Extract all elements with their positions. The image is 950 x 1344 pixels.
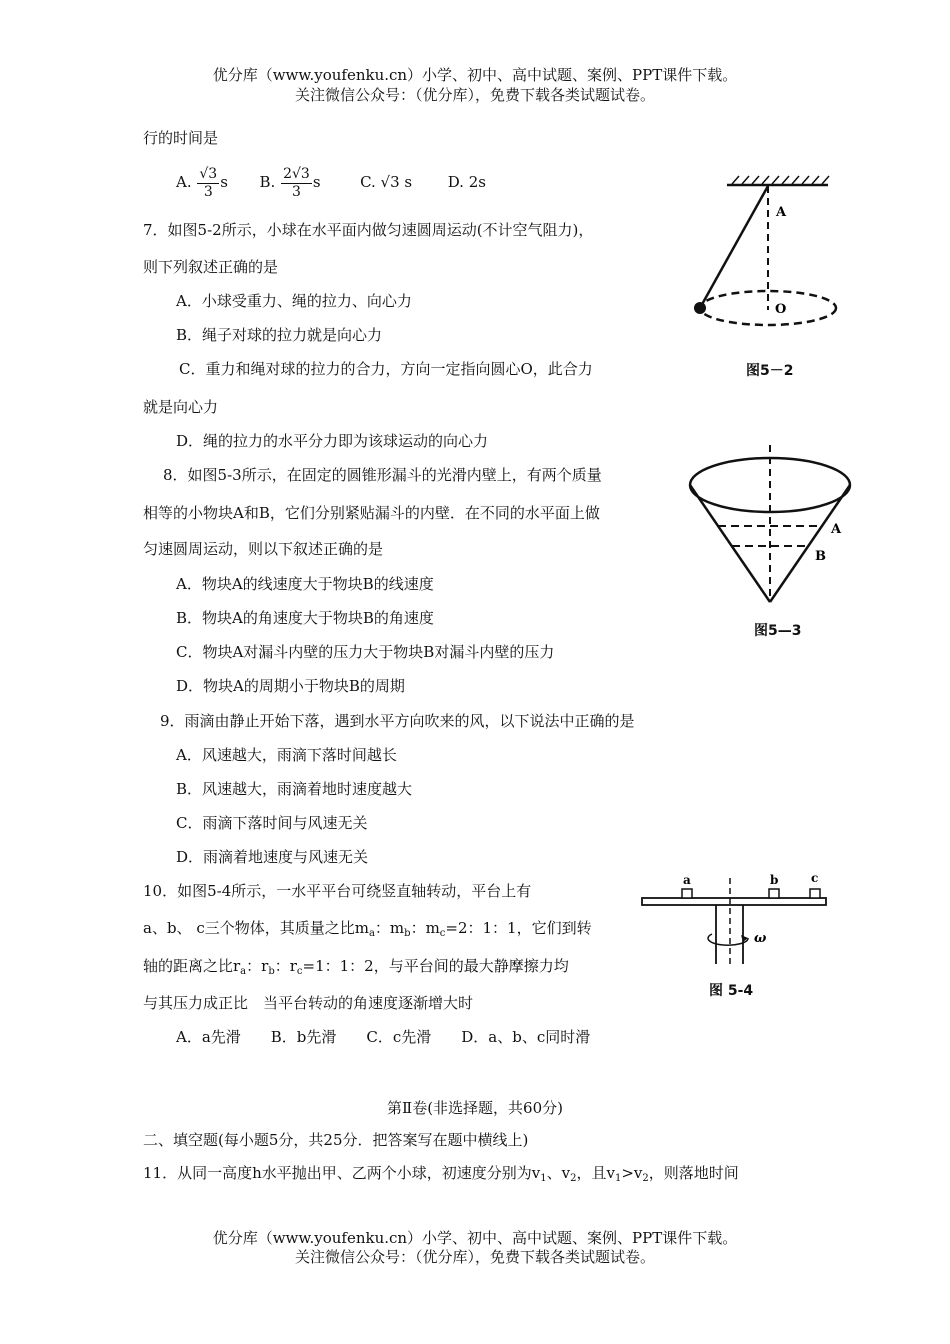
point-o-label: O — [775, 302, 787, 317]
q7-option-d: D．绳的拉力的水平分力即为该球运动的向心力 — [176, 432, 489, 450]
q10-stem-3-text: 轴的距离之比r — [143, 957, 241, 975]
block-b-label: B — [815, 549, 826, 564]
q6-opt-a-fraction — [197, 166, 219, 201]
header-line-1: 优分库（www.youfenku.cn）小学、初中、高中试题、案例、PPT课件下载。 — [212, 66, 738, 84]
q6-opt-b-label: B. — [259, 173, 276, 191]
figure-5-4-caption: 图 5-4 — [709, 983, 754, 999]
q6-opt-c: C. √3 s — [360, 173, 413, 191]
object-a-label: a — [683, 873, 691, 887]
ceiling-hatching — [732, 176, 829, 184]
figure-5-2-caption: 图5－2 — [746, 363, 794, 379]
ball — [694, 302, 706, 314]
q8-stem-3: 匀速圆周运动，则以下叙述正确的是 — [143, 540, 384, 558]
q10-stem-1: 10．如图5-4所示，一水平平台可绕竖直轴转动，平台上有 — [143, 882, 532, 900]
figure-5-2-conical-pendulum — [680, 172, 850, 340]
figure-5-3-funnel — [685, 440, 860, 615]
q7-stem-1: 7．如图5-2所示，小球在水平面内做匀速圆周运动(不计空气阻力)， — [143, 221, 594, 239]
object-b — [769, 889, 779, 898]
object-b-label: b — [770, 873, 779, 887]
q6-options — [176, 162, 486, 202]
q6-opt-b-den: 3 — [291, 183, 301, 200]
q6-opt-a-den: 3 — [203, 183, 213, 200]
q10-stem-2-text: a、b、 c三个物体，其质量之比m — [143, 919, 369, 937]
q9-option-c: C．雨滴下落时间与风速无关 — [176, 814, 368, 832]
omega-label: ω — [754, 931, 767, 946]
q8-option-d: D．物块A的周期小于物块B的周期 — [176, 677, 405, 695]
platform — [642, 898, 826, 905]
q7-option-c-2: 就是向心力 — [143, 398, 219, 416]
q11-stem-text: 11．从同一高度h水平抛出甲、乙两个小球，初速度分别为v — [143, 1164, 541, 1182]
q8-option-a: A．物块A的线速度大于物块B的线速度 — [176, 575, 434, 593]
q6-tail: 行的时间是 — [143, 129, 219, 147]
section-fill-in-blank: 二、填空题(每小题5分，共25分．把答案写在题中横线上) — [143, 1131, 529, 1149]
point-a-label: A — [776, 205, 787, 220]
header-line-2: 关注微信公众号：（优分库），免费下载各类试题试卷。 — [294, 86, 655, 104]
q7-option-c-1: C．重力和绳对球的拉力的合力，方向一定指向圆心O，此合力 — [179, 360, 593, 378]
object-c — [810, 889, 820, 898]
q11-stem: 11．从同一高度h水平抛出甲、乙两个小球，初速度分别为$v_1$、$v_2$，且$v_1>v_2$，则落地时间 — [143, 1164, 739, 1184]
footer-line-1: 优分库（www.youfenku.cn）小学、初中、高中试题、案例、PPT课件下载。 — [212, 1229, 738, 1247]
q7-option-b: B．绳子对球的拉力就是向心力 — [176, 326, 383, 344]
q10-stem-3: 轴的距离之比$r_a$：$r_b$：$r_c=1$：1：2，与平台间的最大静摩擦力均 — [143, 957, 569, 977]
string — [700, 186, 768, 308]
q6-opt-b-num: 2√3 — [283, 165, 310, 182]
q6-opt-d: D. 2s — [447, 173, 486, 191]
part2-title: 第Ⅱ卷(非选择题，共60分) — [387, 1099, 563, 1117]
block-a-label: A — [831, 522, 842, 537]
q8-option-b: B．物块A的角速度大于物块B的角速度 — [176, 609, 434, 627]
q10-options: A．a先滑 B．b先滑 C．c先滑 D．a、b、c同时滑 — [176, 1028, 591, 1046]
q9-option-b: B．风速越大，雨滴着地时速度越大 — [176, 780, 413, 798]
q8-option-c: C．物块A对漏斗内壁的压力大于物块B对漏斗内壁的压力 — [176, 643, 555, 661]
funnel-right-wall — [770, 485, 850, 602]
q7-stem-2: 则下列叙述正确的是 — [143, 258, 279, 276]
figure-5-3-caption: 图5—3 — [754, 623, 802, 639]
q10-stem-2: a、b、 c三个物体，其质量之比$m_a$：$m_b$：$m_c=2$：1：1，它们到转 — [143, 919, 592, 939]
q6-opt-b-unit: s — [312, 173, 321, 191]
q10-stem-4: 与其压力成正比 当平台转动的角速度逐渐增大时 — [143, 994, 474, 1012]
footer-line-2: 关注微信公众号：（优分库），免费下载各类试题试卷。 — [294, 1248, 655, 1266]
q6-opt-a-unit: s — [220, 173, 228, 191]
object-c-label: c — [811, 871, 819, 885]
q6-opt-a-label: A. — [176, 173, 192, 191]
q9-option-a: A．风速越大，雨滴下落时间越长 — [176, 746, 397, 764]
q8-stem-2: 相等的小物块A和B，它们分别紧贴漏斗的内壁．在不同的水平面上做 — [143, 504, 600, 522]
q9-option-d: D．雨滴着地速度与风速无关 — [176, 848, 369, 866]
figure-5-4-rotating-platform — [636, 868, 836, 973]
q9-stem: 9．雨滴由静止开始下落，遇到水平方向吹来的风，以下说法中正确的是 — [160, 712, 635, 730]
q6-opt-b-fraction — [281, 166, 312, 201]
q6-opt-a-num: √3 — [199, 165, 218, 182]
q7-option-a: A．小球受重力、绳的拉力、向心力 — [176, 292, 412, 310]
object-a — [682, 889, 692, 898]
q8-stem-1: 8．如图5-3所示，在固定的圆锥形漏斗的光滑内壁上，有两个质量 — [163, 466, 602, 484]
funnel-left-wall — [690, 485, 770, 602]
